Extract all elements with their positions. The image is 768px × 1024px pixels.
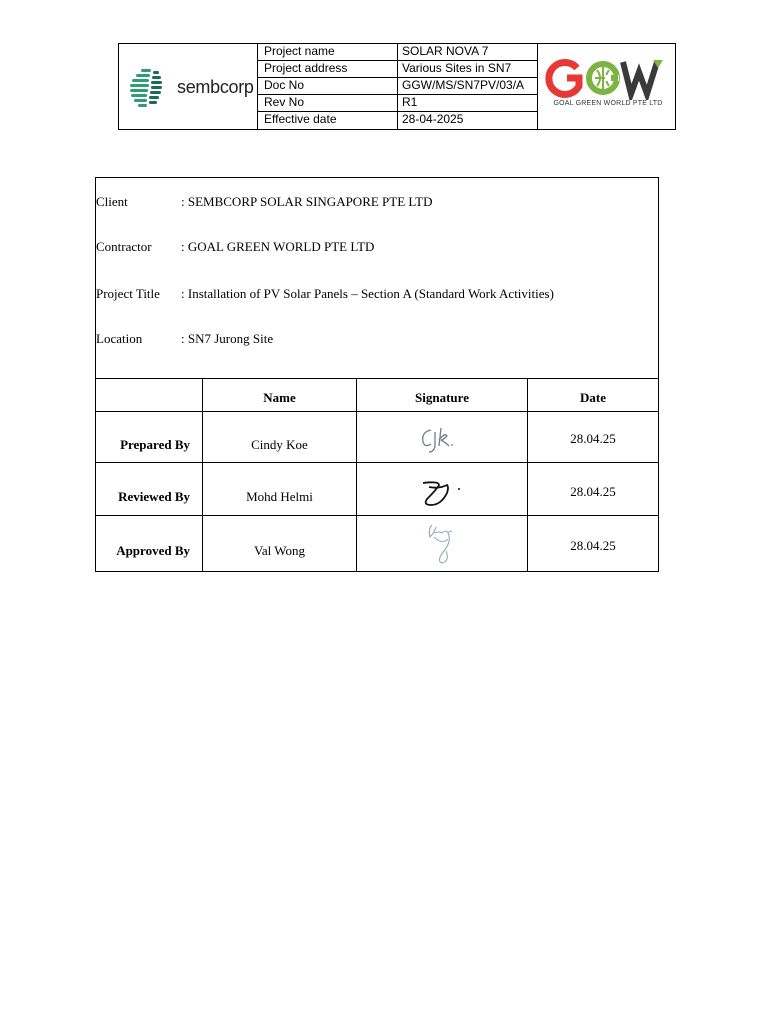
info-value: GGW/MS/SN7PV/03/A — [402, 78, 525, 92]
signature-reviewed — [357, 472, 527, 512]
sembcorp-wordmark: sembcorp — [177, 77, 254, 97]
sign-date: 28.04.25 — [570, 538, 616, 553]
signatory-name: Cindy Koe — [251, 437, 308, 452]
ggw-logo-mark-icon — [545, 56, 669, 100]
info-row-effective-date — [258, 112, 537, 129]
table-rule — [95, 515, 659, 516]
signature-image — [422, 521, 462, 567]
table-rule — [95, 462, 659, 463]
info-label: Project name — [258, 44, 398, 61]
detail-label: Project Title — [96, 286, 160, 301]
info-row-doc-no — [258, 78, 537, 95]
table-rule — [95, 378, 659, 379]
detail-value: : GOAL GREEN WORLD PTE LTD — [181, 239, 375, 254]
info-label: Project address — [258, 61, 398, 78]
role-approved-by: Approved By — [116, 543, 190, 558]
table-rule — [95, 571, 659, 572]
detail-value: : SEMBCORP SOLAR SINGAPORE PTE LTD — [181, 194, 433, 209]
sign-date: 28.04.25 — [570, 484, 616, 499]
column-header-date: Date — [580, 390, 606, 405]
info-row-project-name — [258, 44, 537, 61]
signatory-name: Mohd Helmi — [246, 489, 313, 504]
info-value: Various Sites in SN7 — [402, 61, 512, 75]
detail-value: : Installation of PV Solar Panels – Section A (Standard Work Activities) — [181, 286, 554, 301]
info-value: R1 — [402, 95, 418, 109]
project-details-box — [95, 177, 659, 379]
detail-label: Location — [96, 331, 143, 346]
info-value: SOLAR NOVA 7 — [402, 44, 489, 58]
info-label: Rev No — [258, 95, 398, 112]
column-header-signature: Signature — [415, 390, 469, 405]
signoff-table — [95, 378, 659, 572]
detail-label: Client — [96, 194, 128, 209]
info-row-project-address — [258, 61, 537, 78]
info-label: Doc No — [258, 78, 398, 95]
role-reviewed-by: Reviewed By — [118, 489, 190, 504]
table-rule — [658, 378, 659, 572]
info-row-rev-no — [258, 95, 537, 112]
signature-image — [417, 422, 467, 454]
sign-date: 28.04.25 — [570, 431, 616, 446]
signature-approved — [357, 520, 527, 568]
table-rule — [95, 411, 659, 412]
ggw-tagline: GOAL GREEN WORLD PTE LTD — [553, 100, 663, 107]
document-header — [118, 43, 676, 130]
project-info-table — [258, 44, 537, 129]
sembcorp-logo — [119, 44, 258, 129]
role-prepared-by: Prepared By — [120, 437, 190, 452]
signature-image — [417, 475, 467, 509]
signature-prepared — [357, 420, 527, 456]
sembcorp-swirl-icon — [125, 64, 175, 114]
detail-value: : SN7 Jurong Site — [181, 331, 274, 346]
signatory-name: Val Wong — [253, 543, 306, 558]
detail-label: Contractor — [96, 239, 152, 254]
ggw-logo — [537, 44, 675, 129]
column-header-name: Name — [263, 390, 296, 405]
info-value: 28-04-2025 — [402, 112, 464, 126]
info-label: Effective date — [258, 112, 398, 129]
